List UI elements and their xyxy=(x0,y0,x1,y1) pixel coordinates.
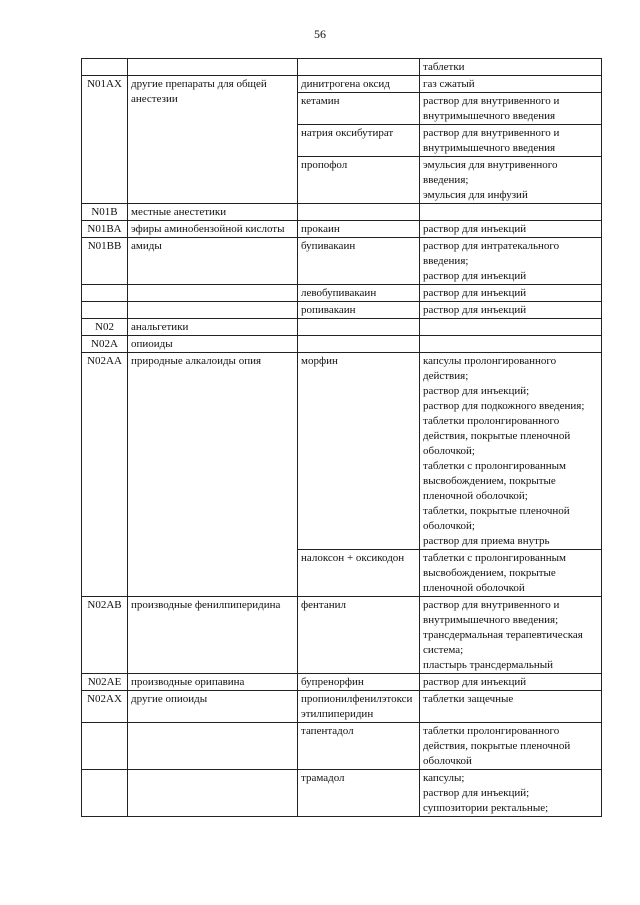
group-name-cell: амиды xyxy=(128,238,298,285)
drug-table-body xyxy=(82,59,602,817)
drug-name-cell xyxy=(298,319,420,336)
dosage-form: раствор для интратекального введения; xyxy=(423,240,560,267)
table-row xyxy=(82,285,602,302)
atc-code-cell: N02A xyxy=(82,336,128,353)
atc-code-cell xyxy=(82,302,128,319)
dosage-form: капсулы пролонгированного действия; xyxy=(423,355,557,382)
drug-name-cell: натрия оксибутират xyxy=(298,125,420,157)
drug-name-cell: бупренорфин xyxy=(298,674,420,691)
drug-name-cell: бупивакаин xyxy=(298,238,420,285)
dosage-form: раствор для инъекций xyxy=(423,270,527,282)
dosage-form-cell xyxy=(420,336,602,353)
dosage-form-cell xyxy=(420,76,602,93)
dosage-form: раствор для внутривенного и внутримышечного введения xyxy=(423,95,560,122)
group-name-cell: опиоиды xyxy=(128,336,298,353)
dosage-form: пластырь трансдермальный xyxy=(423,659,554,671)
dosage-form: таблетки защечные xyxy=(423,693,514,705)
table-row xyxy=(82,336,602,353)
dosage-form: раствор для инъекций xyxy=(423,676,527,688)
atc-code-cell: N02AB xyxy=(82,597,128,674)
drug-name-cell xyxy=(298,336,420,353)
dosage-form-cell xyxy=(420,770,602,817)
table-row xyxy=(82,353,602,550)
page-number: 56 xyxy=(314,27,326,41)
atc-code-cell xyxy=(82,59,128,76)
table-row xyxy=(82,59,602,76)
group-name-cell: производные орипавина xyxy=(128,674,298,691)
dosage-form: раствор для инъекций xyxy=(423,223,527,235)
table-row xyxy=(82,302,602,319)
dosage-form: таблетки xyxy=(423,61,465,73)
drug-name-cell: прокаин xyxy=(298,221,420,238)
group-name-cell: анальгетики xyxy=(128,319,298,336)
dosage-form: раствор для внутривенного и внутримышечного введения xyxy=(423,127,560,154)
dosage-form: раствор для инъекций xyxy=(423,287,527,299)
dosage-form: эмульсия для инфузий xyxy=(423,189,528,201)
dosage-form: трансдермальная терапевтическая система; xyxy=(423,629,583,656)
table-row xyxy=(82,204,602,221)
dosage-form: газ сжатый xyxy=(423,78,475,90)
dosage-form-cell xyxy=(420,285,602,302)
drug-name-cell: ропивакаин xyxy=(298,302,420,319)
drug-name-cell: налоксон + оксикодон xyxy=(298,550,420,597)
atc-code-cell xyxy=(82,723,128,770)
atc-code-cell: N01BA xyxy=(82,221,128,238)
dosage-form: раствор для подкожного введения; xyxy=(423,400,585,412)
atc-code-cell: N02AX xyxy=(82,691,128,723)
dosage-form-cell xyxy=(420,221,602,238)
dosage-form: таблетки с пролонгированным высвобождением, покрытые пленочной оболочкой xyxy=(423,552,567,594)
dosage-form-cell xyxy=(420,691,602,723)
drug-name-cell: кетамин xyxy=(298,93,420,125)
drug-name-cell: пропофол xyxy=(298,157,420,204)
atc-code-cell: N02AE xyxy=(82,674,128,691)
group-name-cell: другие опиоиды xyxy=(128,691,298,723)
dosage-form: раствор для внутривенного и внутримышечного введения; xyxy=(423,599,560,626)
dosage-form: эмульсия для внутривенного введения; xyxy=(423,159,558,186)
group-name-cell xyxy=(128,723,298,770)
table-row xyxy=(82,597,602,674)
dosage-form-cell xyxy=(420,59,602,76)
group-name-cell: природные алкалоиды опия xyxy=(128,353,298,597)
dosage-form-cell xyxy=(420,238,602,285)
dosage-form: раствор для инъекций; xyxy=(423,385,530,397)
group-name-cell xyxy=(128,302,298,319)
atc-code-cell: N01BB xyxy=(82,238,128,285)
drug-name-cell: левобупивакаин xyxy=(298,285,420,302)
dosage-form-cell xyxy=(420,353,602,550)
dosage-form-cell xyxy=(420,319,602,336)
table-row xyxy=(82,723,602,770)
group-name-cell xyxy=(128,285,298,302)
dosage-form-cell xyxy=(420,597,602,674)
drug-name-cell xyxy=(298,59,420,76)
group-name-cell: производные фенилпиперидина xyxy=(128,597,298,674)
drug-name-cell: морфин xyxy=(298,353,420,550)
dosage-form: таблетки, покрытые пленочной оболочкой; xyxy=(423,505,570,532)
group-name-cell xyxy=(128,770,298,817)
dosage-form: таблетки пролонгированного действия, покрытые пленочной оболочкой xyxy=(423,725,571,767)
drug-name-cell: тапентадол xyxy=(298,723,420,770)
atc-code-cell: N01B xyxy=(82,204,128,221)
dosage-form-cell xyxy=(420,550,602,597)
atc-code-cell xyxy=(82,770,128,817)
dosage-form: таблетки с пролонгированным высвобождением, покрытые пленочной оболочкой; xyxy=(423,460,567,502)
table-row xyxy=(82,691,602,723)
dosage-form: раствор для инъекций xyxy=(423,304,527,316)
drug-name-cell: динитрогена оксид xyxy=(298,76,420,93)
atc-code-cell xyxy=(82,285,128,302)
atc-code-cell: N02AA xyxy=(82,353,128,597)
dosage-form-cell xyxy=(420,302,602,319)
dosage-form-cell xyxy=(420,723,602,770)
dosage-form: капсулы; xyxy=(423,772,465,784)
table-row xyxy=(82,674,602,691)
group-name-cell: эфиры аминобензойной кислоты xyxy=(128,221,298,238)
table-row xyxy=(82,319,602,336)
dosage-form-cell xyxy=(420,157,602,204)
table-row xyxy=(82,221,602,238)
dosage-form: суппозитории ректальные; xyxy=(423,802,549,814)
dosage-form-cell xyxy=(420,125,602,157)
dosage-form-cell xyxy=(420,204,602,221)
dosage-form-cell xyxy=(420,674,602,691)
table-row xyxy=(82,238,602,285)
group-name-cell: другие препараты для общей анестезии xyxy=(128,76,298,204)
drug-name-cell: пропионилфенилэтоксиэтилпиперидин xyxy=(298,691,420,723)
group-name-cell: местные анестетики xyxy=(128,204,298,221)
dosage-form-cell xyxy=(420,93,602,125)
table-row xyxy=(82,76,602,93)
dosage-form: раствор для инъекций; xyxy=(423,787,530,799)
table-row xyxy=(82,770,602,817)
dosage-form: раствор для приема внутрь xyxy=(423,535,550,547)
dosage-form: таблетки пролонгированного действия, покрытые пленочной оболочкой; xyxy=(423,415,571,457)
group-name-cell xyxy=(128,59,298,76)
atc-code-cell: N02 xyxy=(82,319,128,336)
drug-name-cell: фентанил xyxy=(298,597,420,674)
drug-name-cell xyxy=(298,204,420,221)
drug-name-cell: трамадол xyxy=(298,770,420,817)
atc-code-cell: N01AX xyxy=(82,76,128,204)
drug-table xyxy=(81,58,602,817)
